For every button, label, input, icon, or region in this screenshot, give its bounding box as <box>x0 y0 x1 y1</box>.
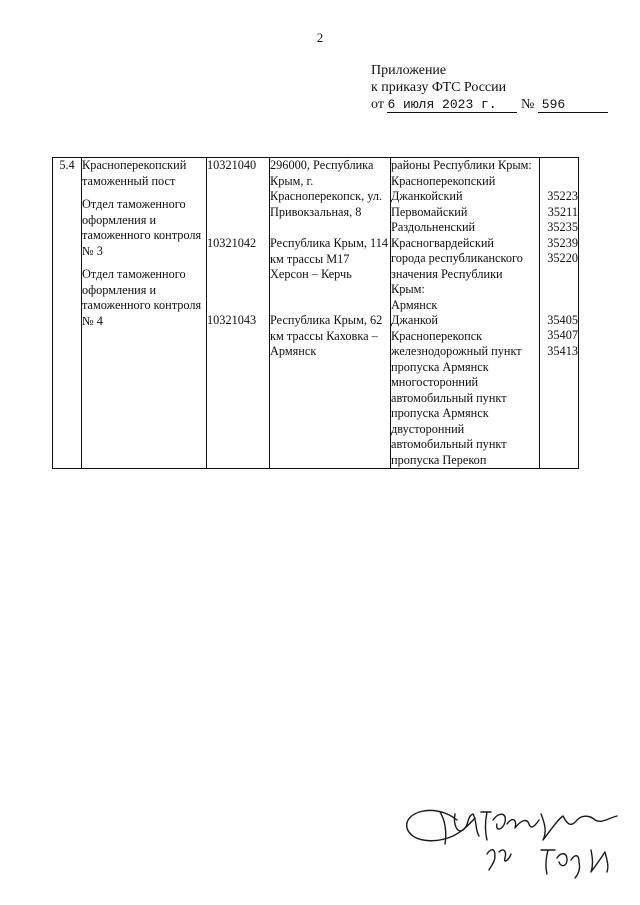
checkpoint-name: двусторонний автомобильный пункт пропуска Перекоп <box>391 421 507 467</box>
table-row <box>53 158 579 469</box>
unit-name: Отдел таможенного оформления и таможенного контроля № 3 <box>82 197 202 258</box>
unit-names-cell <box>82 158 207 469</box>
unit-code: 10321043 <box>207 313 257 327</box>
unit-codes-cell <box>207 158 270 469</box>
appendix-title: Приложение <box>371 63 447 78</box>
region-code: 35211 <box>547 204 578 219</box>
unit-address: Республика Крым, 114 км трассы М17 Херсон – Керчь <box>270 236 388 281</box>
checkpoint-name: многосторонний автомобильный пункт пропуска Армянск <box>391 375 507 420</box>
unit-address: Республика Крым, 62 км трассы Каховка – Армянск <box>270 313 383 358</box>
regions-cell <box>391 158 540 469</box>
page-number: 2 <box>316 30 324 45</box>
region-name: Раздольненский <box>391 220 476 234</box>
unit-code: 10321040 <box>207 158 257 172</box>
appendix-date-line <box>371 96 608 113</box>
region-code: 35220 <box>547 251 578 265</box>
region-header: города республиканского значения Республики Крым: <box>391 251 523 296</box>
region-name: Джанкойский <box>391 189 463 203</box>
region-header: районы Республики Крым: <box>391 158 532 172</box>
checkpoint-name: железнодорожный пункт пропуска Армянск <box>391 344 522 374</box>
region-code: 35239 <box>547 235 578 250</box>
region-codes-cell <box>540 158 579 469</box>
order-number: 596 <box>538 98 608 113</box>
row-index: 5.4 <box>53 158 82 469</box>
region-code: 35405 <box>547 312 578 327</box>
unit-code: 10321042 <box>207 236 257 250</box>
region-name: Красноперекопский <box>391 173 496 188</box>
region-name: Первомайский <box>391 204 468 219</box>
region-code: 35223 <box>547 189 578 203</box>
number-sign: № <box>520 97 535 112</box>
unit-name: Отдел таможенного оформления и таможенного контроля № 4 <box>82 267 202 328</box>
unit-name: Красноперекопский таможенный пост <box>82 158 187 188</box>
appendix-order-reference: к приказу ФТС России <box>371 80 507 95</box>
region-name: Красногвардейский <box>391 235 495 250</box>
order-date: 6 июля 2023 г. <box>387 98 517 113</box>
unit-address: 296000, Республика Крым, г. Красноперекопск, ул. Привокзальная, 8 <box>270 158 383 219</box>
region-code: 35235 <box>547 220 578 234</box>
region-name: Армянск <box>391 297 438 312</box>
region-code: 35413 <box>547 343 578 358</box>
handwritten-signature <box>395 790 635 880</box>
region-name: Красноперекопск <box>391 328 483 343</box>
region-code: 35407 <box>547 328 578 342</box>
region-name: Джанкой <box>391 313 439 327</box>
unit-addresses-cell <box>270 158 391 469</box>
customs-units-table <box>52 157 579 469</box>
appendix-header <box>371 62 608 113</box>
date-prefix: от <box>371 97 384 112</box>
